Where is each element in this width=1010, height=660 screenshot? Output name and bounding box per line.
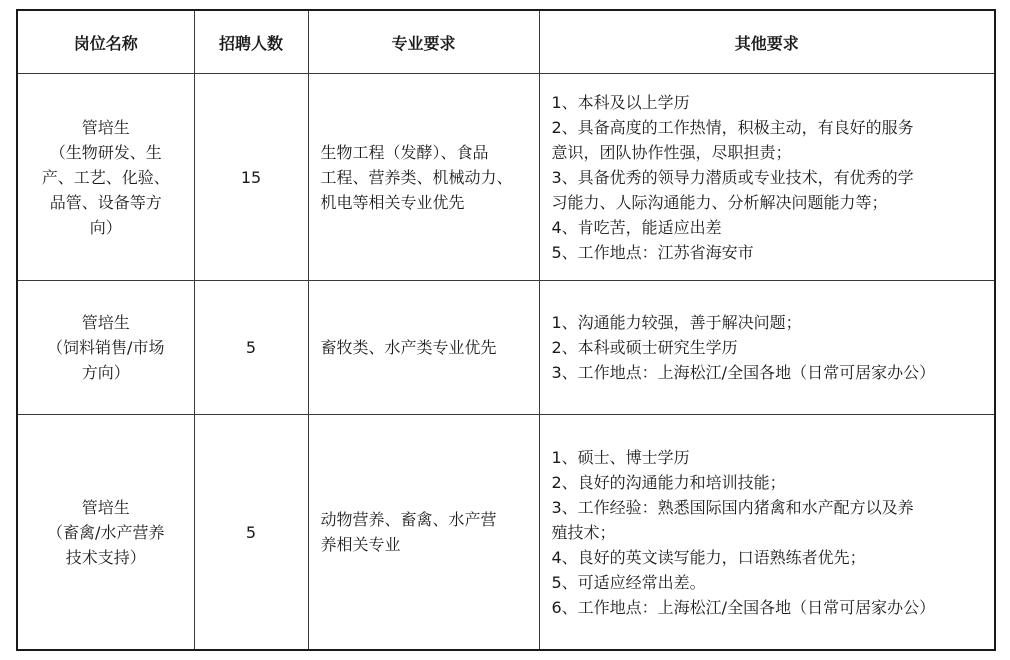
- recruitment-table: [16, 9, 996, 651]
- requirement-line: 5、工作地点：江苏省海安市: [551, 242, 754, 262]
- position-name-line: 方向）: [81, 363, 130, 382]
- requirement-line: 习能力、人际沟通能力、分析解决问题能力等；: [551, 192, 888, 212]
- major-line: 生物工程（发酵）、食品: [320, 142, 489, 162]
- major-requirements-cell: [308, 281, 539, 415]
- position-name-line: 品管、设备等方: [49, 192, 162, 212]
- requirement-line: 3、具备优秀的领导力潜质或专业技术，有优秀的学: [551, 167, 914, 187]
- requirement-line: 1、硕士、博士学历: [551, 447, 690, 467]
- other-requirements-cell: [539, 74, 995, 281]
- requirement-line: 1、沟通能力较强，善于解决问题；: [551, 313, 802, 332]
- major-line: 动物营养、畜禽、水产营: [320, 510, 497, 529]
- header-position-name: 岗位名称: [17, 10, 194, 74]
- major-requirements-cell: [308, 415, 539, 651]
- position-name-line: 管培生: [81, 497, 130, 517]
- major-requirements-cell: [308, 74, 539, 281]
- other-requirements-cell: [539, 415, 995, 651]
- table-row: [17, 415, 995, 651]
- major-line: 畜牧类、水产类专业优先: [320, 338, 497, 357]
- position-name-line: 管培生: [81, 117, 130, 137]
- headcount-cell: 15: [194, 74, 308, 281]
- requirement-line: 4、良好的英文读写能力，口语熟练者优先；: [551, 547, 866, 567]
- position-name-line: （饲料销售/市场: [47, 338, 165, 357]
- position-name-line: 产、工艺、化验、: [41, 167, 170, 187]
- requirement-line: 3、工作地点：上海松江/全国各地（日常可居家办公）: [551, 363, 936, 382]
- requirement-line: 殖技术；: [551, 522, 616, 542]
- headcount-cell: 5: [194, 281, 308, 415]
- header-headcount: 招聘人数: [194, 10, 308, 74]
- major-line: 机电等相关专业优先: [320, 192, 465, 212]
- requirement-line: 2、良好的沟通能力和培训技能；: [551, 472, 786, 492]
- major-line: 养相关专业: [320, 535, 401, 554]
- header-other-requirements: 其他要求: [539, 10, 995, 74]
- other-requirements-cell: [539, 281, 995, 415]
- requirement-line: 2、具备高度的工作热情，积极主动，有良好的服务: [551, 117, 914, 137]
- position-name-line: （生物研发、生: [49, 142, 162, 162]
- table-row: [17, 281, 995, 415]
- position-name-line: 向）: [89, 217, 122, 237]
- requirement-line: 4、肯吃苦，能适应出差: [551, 217, 722, 237]
- header-major-requirements: 专业要求: [308, 10, 539, 74]
- headcount-cell: 5: [194, 415, 308, 651]
- position-name-line: 技术支持）: [65, 547, 146, 567]
- requirement-line: 3、工作经验：熟悉国际国内猪禽和水产配方以及养: [551, 497, 914, 517]
- position-name-line: （畜禽/水产营养: [47, 522, 165, 542]
- table-row: [17, 74, 995, 281]
- position-name-line: 管培生: [81, 313, 130, 332]
- position-name-cell: [17, 74, 194, 281]
- major-line: 工程、营养类、机械动力、: [320, 167, 513, 187]
- requirement-line: 5、可适应经常出差。: [551, 572, 706, 592]
- requirement-line: 2、本科或硕士研究生学历: [551, 338, 738, 357]
- position-name-cell: [17, 281, 194, 415]
- requirement-line: 6、工作地点：上海松江/全国各地（日常可居家办公）: [551, 597, 936, 617]
- requirement-line: 意识，团队协作性强，尽职担责；: [551, 142, 792, 162]
- position-name-cell: [17, 415, 194, 651]
- requirement-line: 1、本科及以上学历: [551, 92, 690, 112]
- header-row: [17, 10, 995, 74]
